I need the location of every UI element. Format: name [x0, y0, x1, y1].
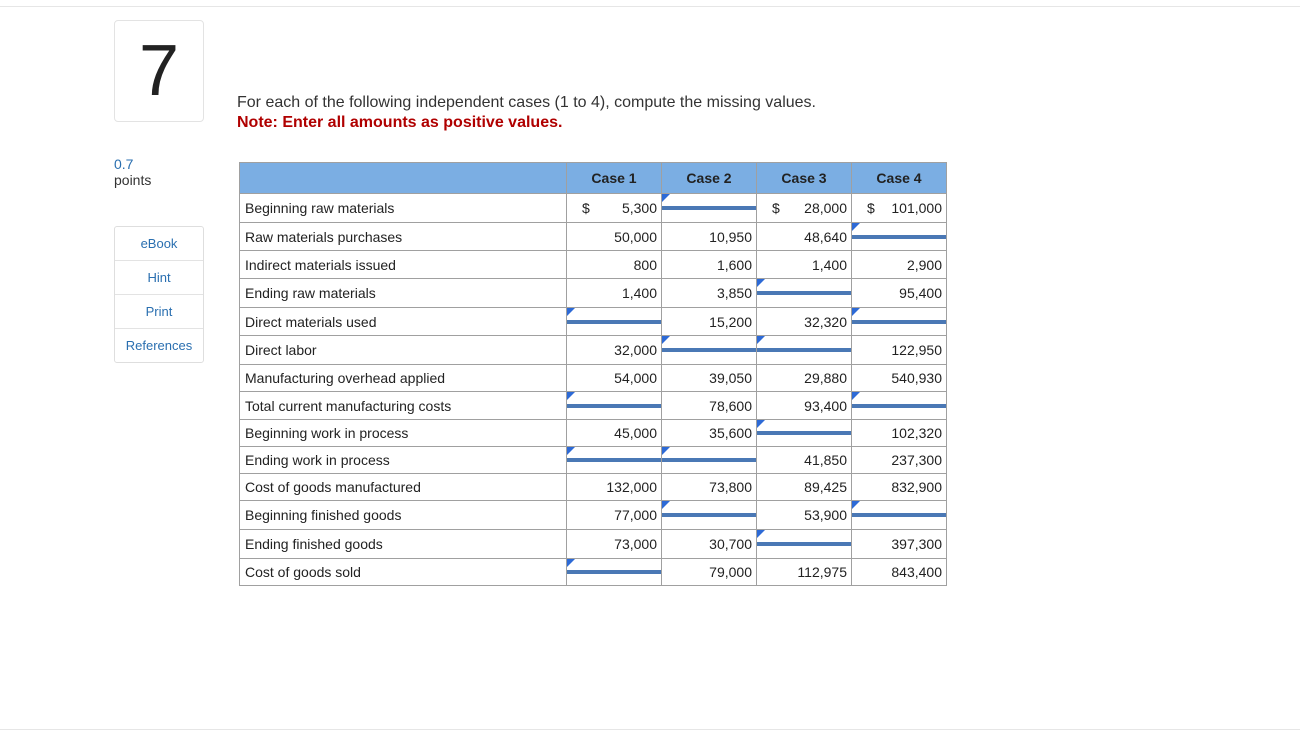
- cell-value: 32,000: [614, 342, 657, 358]
- cell-value: 832,900: [891, 479, 942, 495]
- answer-input-cell: [852, 223, 947, 251]
- cell-value: 32,320: [804, 313, 847, 330]
- cell-value: 79,000: [709, 564, 752, 580]
- input-marker-icon: [852, 501, 860, 509]
- cell-value: 540,930: [891, 370, 942, 386]
- answer-input-cell: [567, 308, 662, 336]
- cell-value: 843,400: [891, 564, 942, 580]
- answer-input-cell: [852, 501, 947, 530]
- value-cell: [852, 559, 947, 586]
- cell-value: 132,000: [606, 479, 657, 495]
- header-case-1: Case 1: [567, 163, 662, 194]
- answer-input[interactable]: [757, 291, 851, 295]
- input-marker-icon: [852, 223, 860, 231]
- cell-value: 1,600: [716, 256, 752, 273]
- table-row: [240, 501, 947, 530]
- answer-input[interactable]: [757, 348, 851, 352]
- input-marker-icon: [852, 392, 860, 400]
- cell-value: 10,950: [709, 228, 752, 245]
- row-label: Indirect materials issued: [240, 251, 567, 279]
- print-link[interactable]: Print: [115, 295, 203, 329]
- points-label: points: [114, 172, 152, 188]
- ebook-link[interactable]: eBook: [115, 227, 203, 261]
- row-label: Total current manufacturing costs: [240, 392, 567, 420]
- cell-value: 54,000: [614, 370, 657, 386]
- value-cell: [662, 223, 757, 251]
- currency-symbol: $: [772, 200, 780, 216]
- input-marker-icon: [662, 501, 670, 509]
- cell-value: 50,000: [614, 228, 657, 245]
- table-row: [240, 392, 947, 420]
- value-cell: [757, 501, 852, 530]
- value-cell: [567, 336, 662, 365]
- row-label: Beginning raw materials: [240, 194, 567, 223]
- cell-value: 89,425: [804, 479, 847, 495]
- row-label: Ending raw materials: [240, 279, 567, 308]
- value-cell: [757, 474, 852, 501]
- answer-input-cell: [662, 194, 757, 223]
- table-row: [240, 251, 947, 279]
- answer-input[interactable]: [852, 235, 946, 239]
- value-cell: [757, 251, 852, 279]
- cell-value: 48,640: [804, 228, 847, 245]
- row-label: Direct labor: [240, 336, 567, 365]
- table-row: [240, 336, 947, 365]
- cell-value: 41,850: [804, 452, 847, 468]
- table-header-row: [240, 163, 947, 194]
- value-cell: [757, 308, 852, 336]
- header-label: [240, 163, 567, 194]
- answer-input[interactable]: [852, 404, 946, 408]
- points-value: 0.7: [114, 156, 134, 172]
- cell-value: 30,700: [709, 536, 752, 552]
- value-cell: [852, 447, 947, 474]
- value-cell: [567, 530, 662, 559]
- input-marker-icon: [567, 308, 575, 316]
- value-cell: [662, 530, 757, 559]
- input-marker-icon: [757, 279, 765, 287]
- header-case-3: Case 3: [757, 163, 852, 194]
- table-row: [240, 365, 947, 392]
- cell-value: 78,600: [709, 397, 752, 414]
- cases-table: [239, 162, 947, 586]
- table-row: [240, 447, 947, 474]
- cell-value: 102,320: [891, 425, 942, 441]
- answer-input[interactable]: [567, 404, 661, 408]
- answer-input-cell: [567, 392, 662, 420]
- row-label: Beginning work in process: [240, 420, 567, 447]
- bottom-divider: [0, 729, 1300, 730]
- answer-input[interactable]: [567, 458, 661, 462]
- answer-input[interactable]: [662, 458, 756, 462]
- input-marker-icon: [662, 447, 670, 455]
- answer-input-cell: [852, 392, 947, 420]
- row-label: Manufacturing overhead applied: [240, 365, 567, 392]
- answer-input-cell: [567, 447, 662, 474]
- input-marker-icon: [662, 194, 670, 202]
- value-cell: [852, 194, 947, 223]
- cell-value: 3,850: [716, 285, 752, 301]
- value-cell: [662, 251, 757, 279]
- input-marker-icon: [567, 392, 575, 400]
- answer-input[interactable]: [852, 513, 946, 517]
- value-cell: [852, 336, 947, 365]
- answer-input-cell: [757, 530, 852, 559]
- instructions: [237, 93, 816, 133]
- row-label: Cost of goods manufactured: [240, 474, 567, 501]
- value-cell: [757, 223, 852, 251]
- value-cell: [757, 365, 852, 392]
- cell-value: 77,000: [614, 507, 657, 523]
- cell-value: 45,000: [614, 425, 657, 441]
- answer-input-cell: [852, 308, 947, 336]
- row-label: Ending work in process: [240, 447, 567, 474]
- cell-value: 95,400: [899, 285, 942, 301]
- input-marker-icon: [852, 308, 860, 316]
- cell-value: 1,400: [621, 285, 657, 301]
- row-label: Direct materials used: [240, 308, 567, 336]
- cell-value: 800: [633, 256, 657, 273]
- question-number-box: [114, 20, 204, 122]
- value-cell: [567, 279, 662, 308]
- cell-value: 35,600: [709, 425, 752, 441]
- currency-symbol: $: [582, 200, 590, 216]
- input-marker-icon: [567, 559, 575, 567]
- value-cell: [567, 223, 662, 251]
- value-cell: [757, 559, 852, 586]
- input-marker-icon: [567, 447, 575, 455]
- answer-input[interactable]: [567, 570, 661, 574]
- answer-input-cell: [757, 420, 852, 447]
- value-cell: [662, 559, 757, 586]
- answer-input-cell: [662, 447, 757, 474]
- cell-value: 5,300: [621, 200, 657, 216]
- input-marker-icon: [662, 336, 670, 344]
- answer-input[interactable]: [852, 320, 946, 324]
- row-label: Cost of goods sold: [240, 559, 567, 586]
- value-cell: [852, 474, 947, 501]
- value-cell: [567, 501, 662, 530]
- value-cell: [852, 251, 947, 279]
- input-marker-icon: [757, 336, 765, 344]
- cell-value: 39,050: [709, 370, 752, 386]
- table-row: [240, 559, 947, 586]
- cell-value: 2,900: [906, 256, 942, 273]
- references-link[interactable]: References: [125, 338, 193, 353]
- value-cell: [662, 365, 757, 392]
- value-cell: [662, 308, 757, 336]
- side-nav: [114, 226, 204, 363]
- table-row: [240, 474, 947, 501]
- answer-input[interactable]: [662, 206, 756, 210]
- cell-value: 53,900: [804, 507, 847, 523]
- currency-symbol: $: [867, 200, 875, 216]
- value-cell: [567, 420, 662, 447]
- value-cell: [567, 251, 662, 279]
- answer-input-cell: [662, 336, 757, 365]
- answer-input[interactable]: [757, 431, 851, 435]
- value-cell: [567, 365, 662, 392]
- cell-value: 122,950: [891, 342, 942, 358]
- value-cell: [662, 420, 757, 447]
- table-row: [240, 223, 947, 251]
- points-display: [114, 156, 151, 188]
- cell-value: 112,975: [797, 564, 847, 580]
- table-row: [240, 530, 947, 559]
- input-marker-icon: [757, 530, 765, 538]
- cell-value: 73,800: [709, 479, 752, 495]
- row-label: Beginning finished goods: [240, 501, 567, 530]
- value-cell: [852, 279, 947, 308]
- value-cell: [757, 392, 852, 420]
- value-cell: [852, 530, 947, 559]
- value-cell: [567, 194, 662, 223]
- cell-value: 93,400: [804, 397, 847, 414]
- answer-input-cell: [662, 501, 757, 530]
- row-label: Ending finished goods: [240, 530, 567, 559]
- table-row: [240, 308, 947, 336]
- value-cell: [852, 420, 947, 447]
- cell-value: 28,000: [804, 200, 847, 216]
- instruction-text: For each of the following independent cases (1 to 4), compute the missing values.: [237, 94, 816, 111]
- value-cell: [662, 279, 757, 308]
- cell-value: 15,200: [709, 313, 752, 330]
- cell-value: 237,300: [891, 452, 942, 468]
- hint-link[interactable]: Hint: [115, 261, 203, 295]
- table-row: [240, 420, 947, 447]
- answer-input-cell: [567, 559, 662, 586]
- cell-value: 29,880: [804, 370, 847, 386]
- answer-input[interactable]: [567, 320, 661, 324]
- instruction-note: Note: Enter all amounts as positive values.: [237, 114, 563, 131]
- header-case-2: Case 2: [662, 163, 757, 194]
- cell-value: 397,300: [891, 536, 942, 552]
- answer-input-cell: [757, 336, 852, 365]
- value-cell: [567, 474, 662, 501]
- value-cell: [662, 392, 757, 420]
- answer-input[interactable]: [662, 513, 756, 517]
- value-cell: [852, 365, 947, 392]
- value-cell: [757, 447, 852, 474]
- value-cell: [662, 474, 757, 501]
- row-label: Raw materials purchases: [240, 223, 567, 251]
- value-cell: [757, 194, 852, 223]
- input-marker-icon: [757, 420, 765, 428]
- table-row: [240, 279, 947, 308]
- cell-value: 101,000: [891, 200, 942, 216]
- top-divider: [0, 6, 1300, 7]
- question-number: 7: [138, 31, 180, 111]
- header-case-4: Case 4: [852, 163, 947, 194]
- table-row: [240, 194, 947, 223]
- cell-value: 1,400: [811, 256, 847, 273]
- answer-input[interactable]: [662, 348, 756, 352]
- answer-input[interactable]: [757, 542, 851, 546]
- cell-value: 73,000: [614, 536, 657, 552]
- answer-input-cell: [757, 279, 852, 308]
